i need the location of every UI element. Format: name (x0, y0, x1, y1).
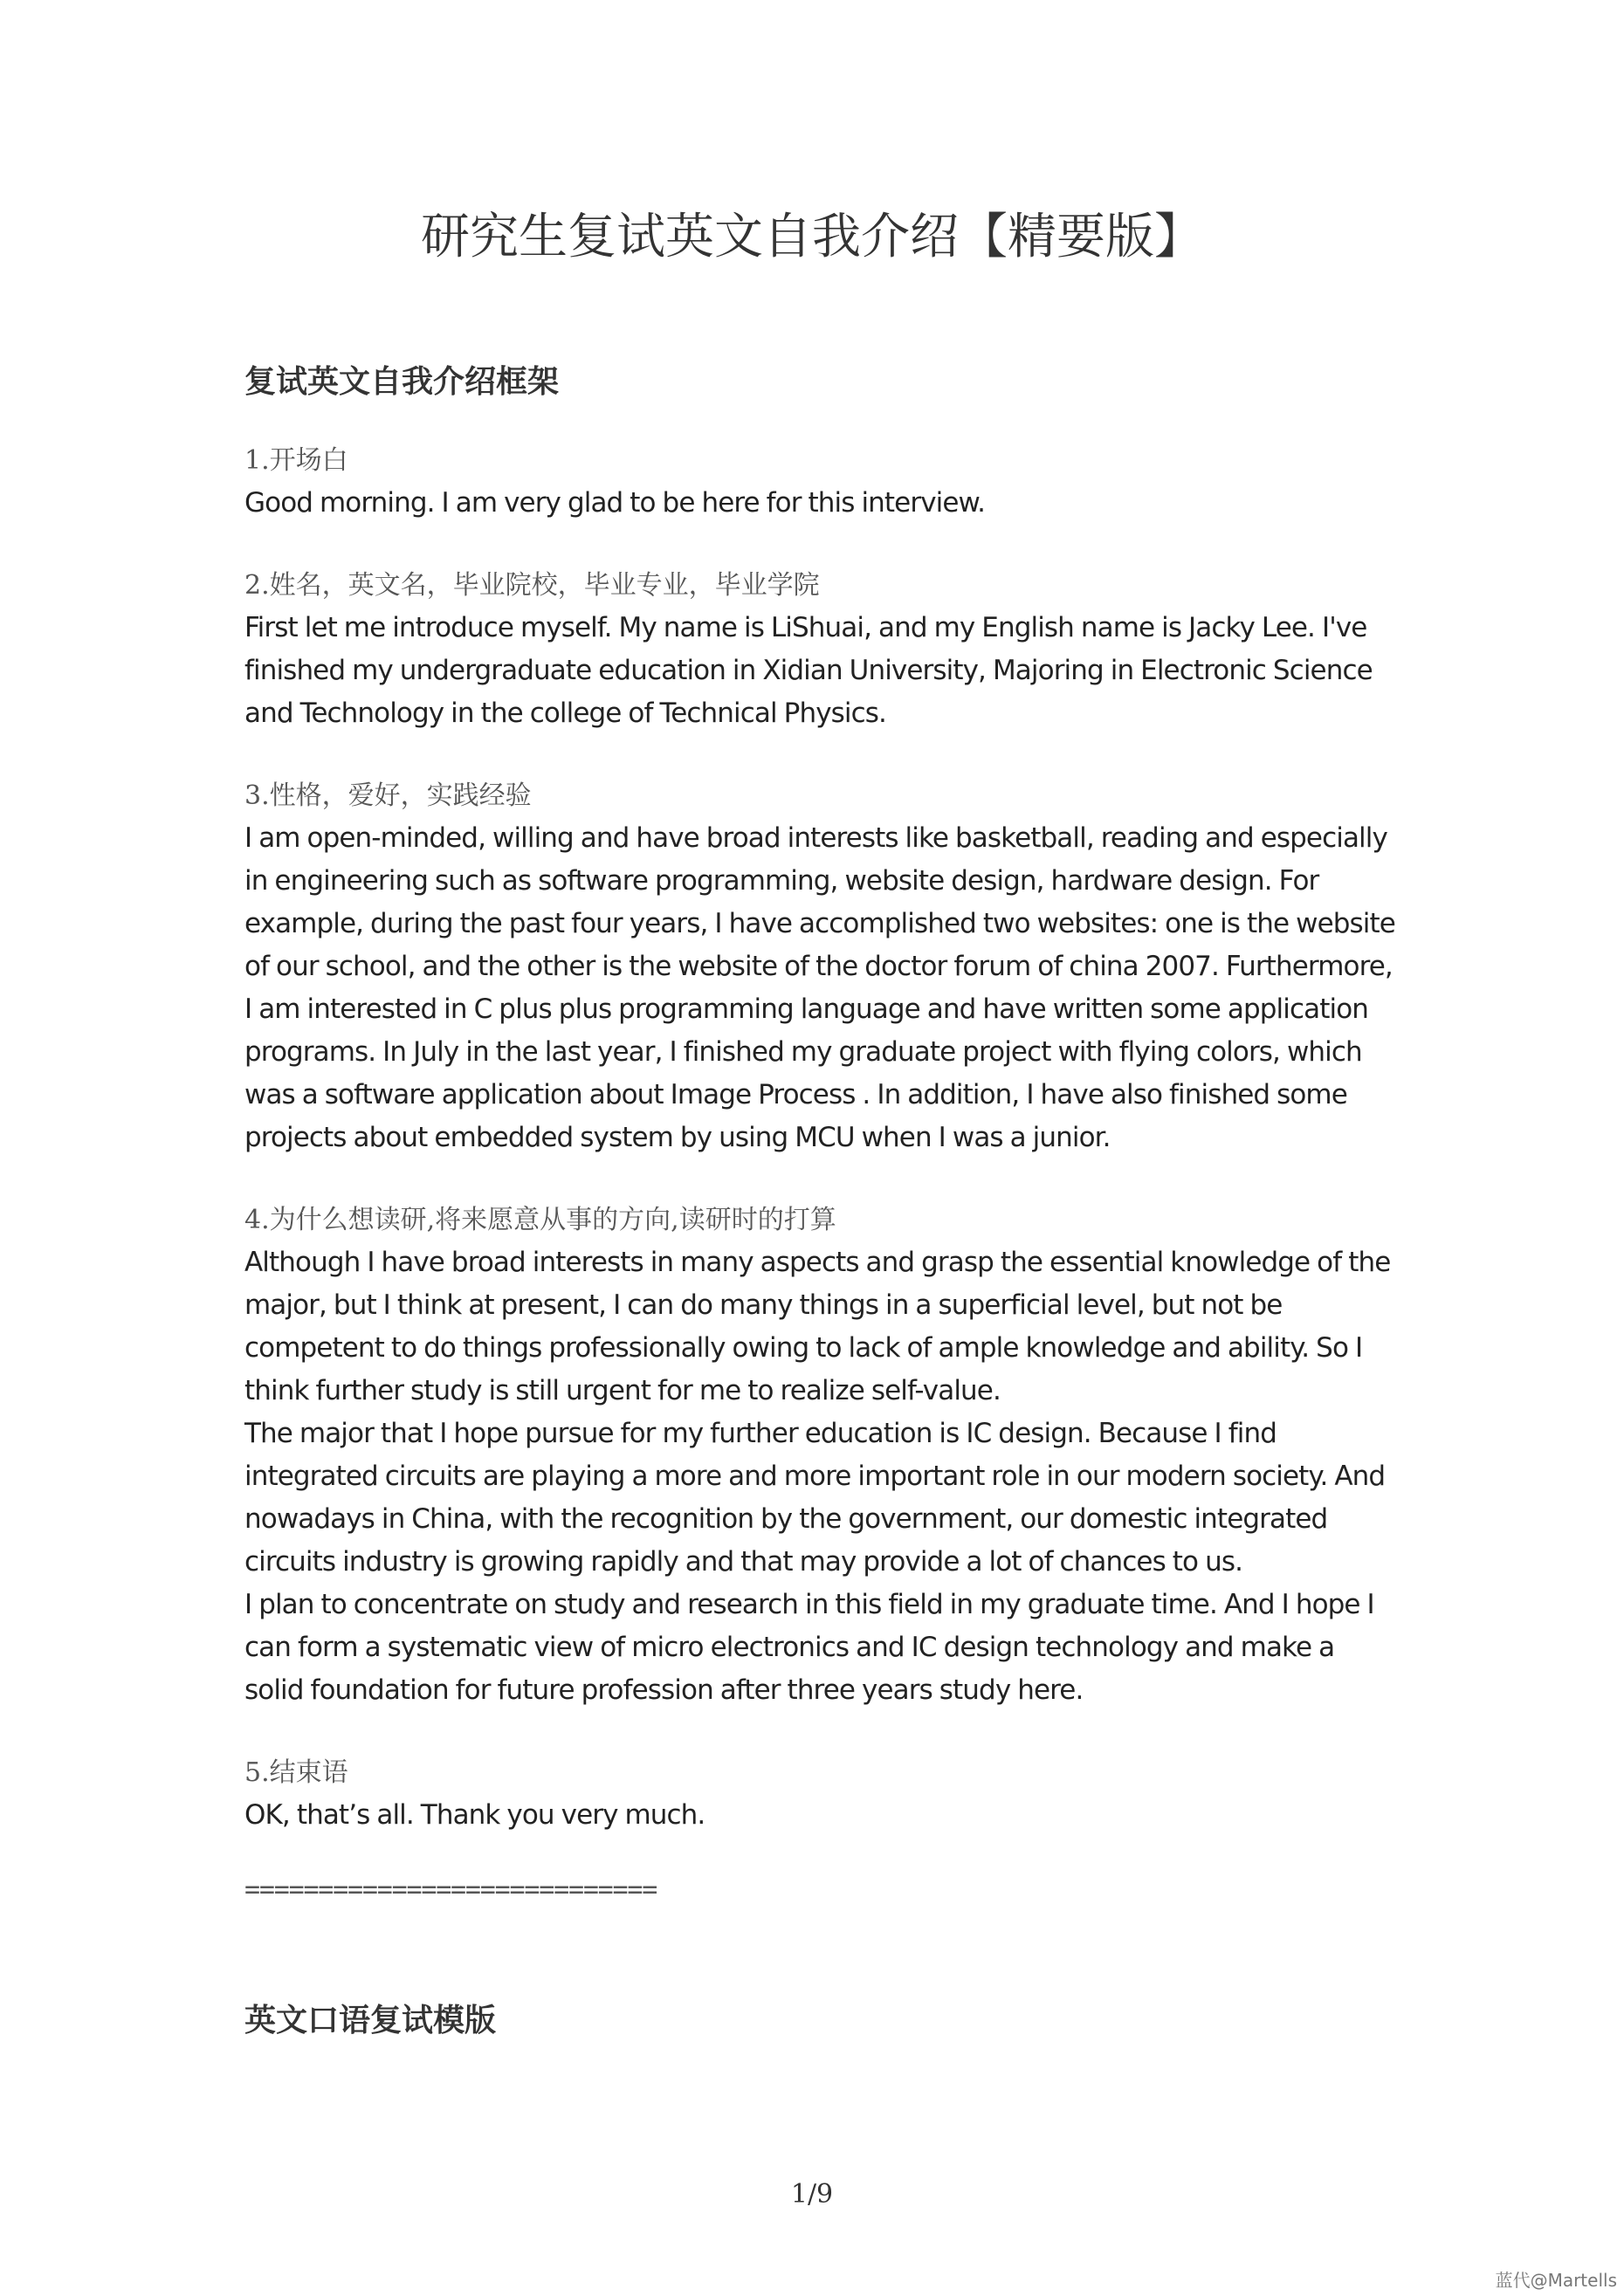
item-heading: 3.性格，爱好，实践经验 (244, 780, 532, 811)
item-paragraph: First let me introduce myself. My name is LiShuai, and my English name is Jacky Lee. I've finished my undergraduate education in Xidian University, Majoring in Electronic Science and Technology in the college of Technical Physics. (244, 612, 1373, 729)
item-heading: 2.姓名，英文名，毕业院校，毕业专业，毕业学院 (244, 570, 820, 601)
item-heading: 5.结束语 (244, 1757, 348, 1788)
page-number: 1/9 (790, 2179, 834, 2210)
item-paragraph: I plan to concentrate on study and research in this field in my graduate time. And I hope I can form a systematic view of micro electronics and IC design technology and make a solid foundation for future profession after three years study here. (244, 1589, 1374, 1706)
document-body (244, 356, 1397, 2047)
watermark: 蓝代@Martells (1495, 2270, 1617, 2291)
framework-item-identity (244, 565, 1397, 735)
item-paragraph: Although I have broad interests in many aspects and grasp the essential knowledge of the major, but I think at present, I can do many things in a superficial level, but not be competent to do things professionally owing to lack of ample knowledge and ability. So I think further study is still urgent for me to realize self-value. (244, 1247, 1391, 1406)
item-paragraph: The major that I hope pursue for my further education is IC design. Because I find integrated circuits are playing a more and more important role in our modern society. And nowadays in China, with the recognition by the government, our domestic integrated circuits industry is growing rapidly and that may provide a lot of chances to us. (244, 1418, 1386, 1578)
item-paragraph: I am open-minded, willing and have broad interests like basketball, reading and especially in engineering such as software programming, website design, hardware design. For example, during the past four years, I have accomplished two websites: one is the website of our school, and the other is the website of the doctor forum of china 2007. Furthermore, I am interested in C plus plus programming language and have written some application programs. In July in the last year, I finished my graduate project with flying colors, which was a software application about Image Process . In addition, I have also finished some projects about embedded system by using MCU when I was a junior. (244, 822, 1395, 1153)
section-heading-framework: 复试英文自我介绍框架 (244, 364, 560, 400)
document-title: 研究生复试英文自我介绍【精要版】 (421, 209, 1203, 265)
framework-item-opening (244, 440, 1397, 525)
item-paragraph: Good morning. I am very glad to be here for this interview. (244, 487, 986, 519)
item-heading: 4.为什么想读研,将来愿意从事的方向,读研时的打算 (244, 1205, 836, 1235)
framework-item-closing (244, 1752, 1397, 1837)
item-paragraph: OK, that’s all. Thank you very much. (244, 1799, 705, 1831)
framework-item-motivation (244, 1200, 1397, 1712)
section-heading-template: 英文口语复试模版 (244, 2003, 497, 2038)
item-heading: 1.开场白 (244, 445, 348, 476)
section-divider: ============================ (244, 1874, 657, 1905)
framework-item-personality (244, 775, 1397, 1159)
